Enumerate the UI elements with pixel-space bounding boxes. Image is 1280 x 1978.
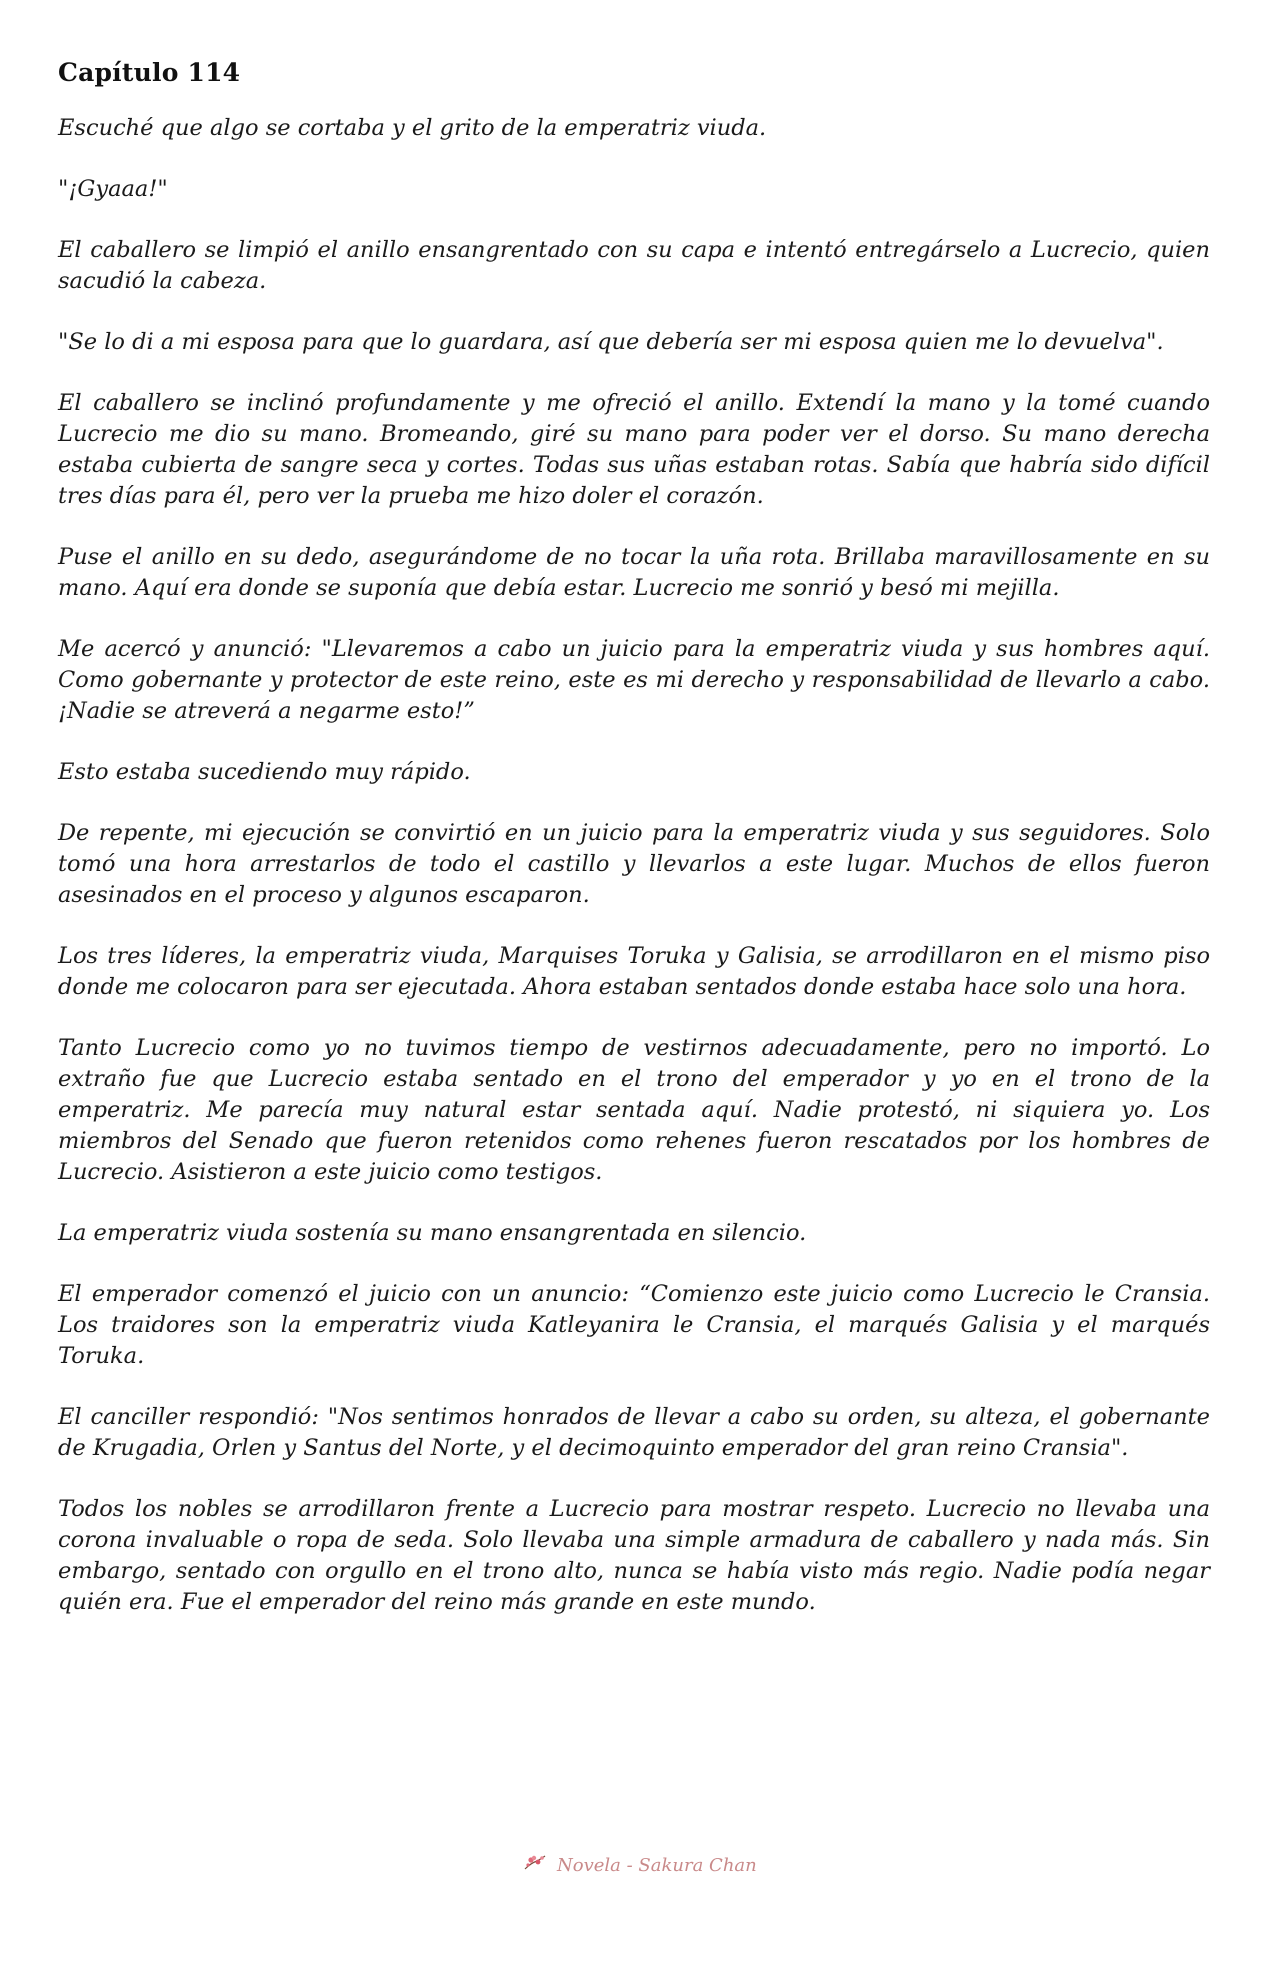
- paragraph-14: El canciller respondió: "Nos sentimos honrados de llevar a cabo su orden, su alteza, el gobernante de Krugadia, Orlen y Santus del Norte, y el decimoquinto emperador del gran reino Cransia".: [58, 1404, 1210, 1461]
- paragraph-11: Tanto Lucrecio como yo no tuvimos tiempo de vestirnos adecuadamente, pero no importó. Lo extraño fue que Lucrecio estaba sentado en el trono del emperador y yo en el trono de la emperatriz. Me parecía muy natural estar sentada aquí. Nadie protestó, ni siquiera yo. Los miembros del Senado que fueron retenidos como rehenes fueron rescatados por los hombres de Lucrecio. Asistieron a este juicio como testigos.: [58, 1035, 1210, 1185]
- chapter-title: Capítulo 114: [58, 58, 241, 87]
- paragraph-2: "¡Gyaaa!": [58, 176, 168, 202]
- paragraph-9: De repente, mi ejecución se convirtió en un juicio para la emperatriz viuda y sus seguidores. Solo tomó una hora arrestarlos de todo el castillo y llevarlos a este lugar. Muchos de ellos fueron asesinados en el proceso y algunos escaparon.: [58, 820, 1210, 908]
- paragraph-8: Esto estaba sucediendo muy rápido.: [58, 759, 471, 785]
- paragraph-5: El caballero se inclinó profundamente y me ofreció el anillo. Extendí la mano y la tomé cuando Lucrecio me dio su mano. Bromeando, giré su mano para poder ver el dorso. Su mano derecha estaba cubierta de sangre seca y cortes. Todas sus uñas estaban rotas. Sabía que habría sido difícil tres días para él, pero ver la prueba me hizo doler el corazón.: [58, 390, 1210, 509]
- paragraph-4: "Se lo di a mi esposa para que lo guardara, así que debería ser mi esposa quien me lo devuelva".: [58, 329, 1164, 355]
- paragraph-6: Puse el anillo en su dedo, asegurándome de no tocar la uña rota. Brillaba maravillosamente en su mano. Aquí era donde se suponía que debía estar. Lucrecio me sonrió y besó mi mejilla.: [58, 544, 1210, 601]
- paragraph-10: Los tres líderes, la emperatriz viuda, Marquises Toruka y Galisia, se arrodillaron en el mismo piso donde me colocaron para ser ejecutada. Ahora estaban sentados donde estaba hace solo una hora.: [58, 943, 1210, 1000]
- paragraph-7: Me acercó y anunció: "Llevaremos a cabo un juicio para la emperatriz viuda y sus hombres aquí. Como gobernante y protector de este reino, este es mi derecho y responsabilidad de llevarlo a cabo. ¡Nadie se atreverá a negarme esto!”: [58, 636, 1210, 724]
- paragraph-13: El emperador comenzó el juicio con un anuncio: “Comienzo este juicio como Lucrecio le Cransia. Los traidores son la emperatriz viuda Katleyanira le Cransia, el marqués Galisia y el marqués Toruka.: [58, 1281, 1210, 1369]
- paragraph-15: Todos los nobles se arrodillaron frente a Lucrecio para mostrar respeto. Lucrecio no llevaba una corona invaluable o ropa de seda. Solo llevaba una simple armadura de caballero y nada más. Sin embargo, sentado con orgullo en el trono alto, nunca se había visto más regio. Nadie podía negar quién era. Fue el emperador del reino más grande en este mundo.: [58, 1496, 1210, 1615]
- paragraph-1: Escuché que algo se cortaba y el grito de la emperatriz viuda.: [58, 115, 767, 141]
- paragraph-12: La emperatriz viuda sostenía su mano ensangrentada en silencio.: [58, 1220, 807, 1246]
- watermark-text: Novela - Sakura Chan: [557, 1855, 757, 1876]
- paragraph-3: El caballero se limpió el anillo ensangrentado con su capa e intentó entregárselo a Lucrecio, quien sacudió la cabeza.: [58, 237, 1210, 294]
- footer-watermark: [0, 1853, 1280, 1876]
- sakura-flower-icon: [523, 1853, 547, 1873]
- document-page: [58, 48, 1210, 1648]
